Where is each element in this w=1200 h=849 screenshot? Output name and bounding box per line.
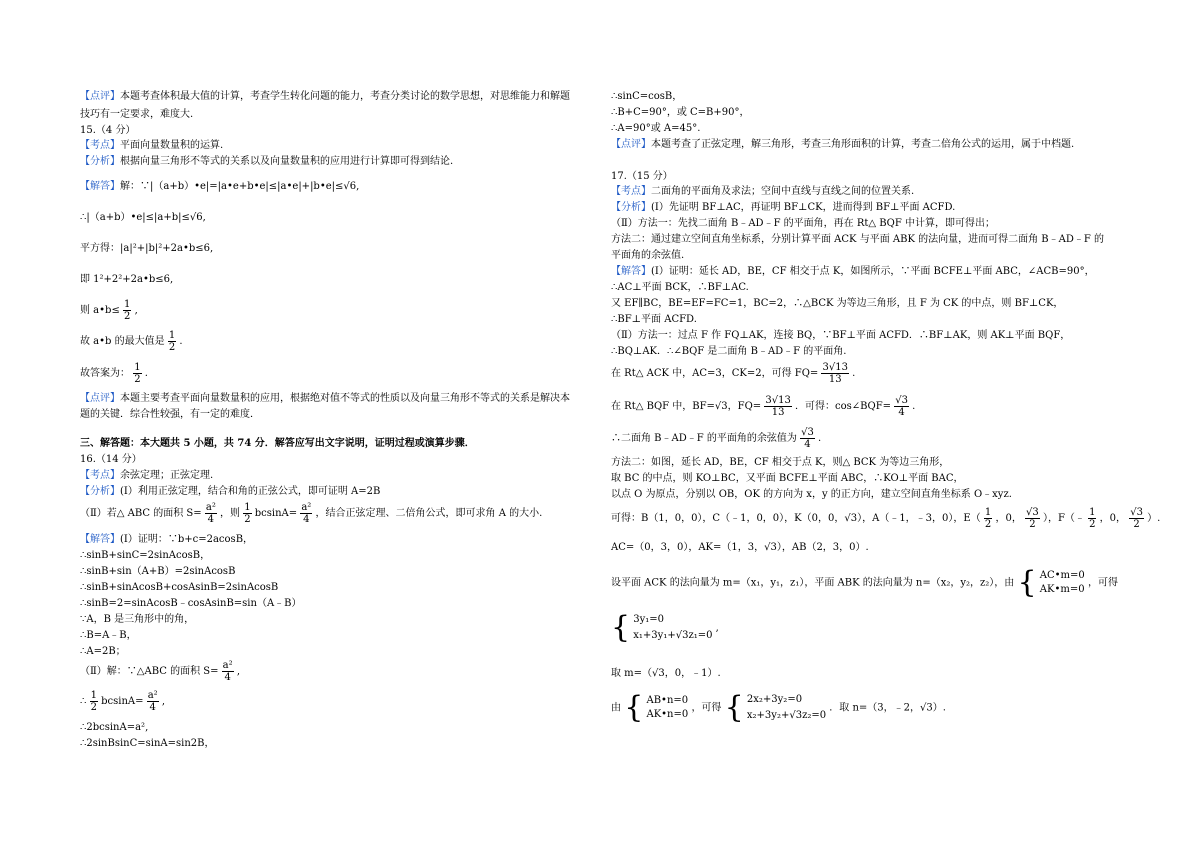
section-heading: 三、解答题：本大题共 5 小题，共 74 分．解答应写出文字说明，证明过程或演算步骤．: [80, 438, 475, 449]
question-number: 16.（14 分）: [80, 454, 142, 465]
dianping-line: 题的关键．综合性较强，有一定的难度．: [80, 409, 260, 420]
section-tag: 【考点】: [80, 140, 120, 151]
jieda-line: 【解答】(Ⅰ）证明：∵b+c=2acosB，: [80, 534, 254, 545]
derivation-line: （Ⅱ）方法一：过点 F 作 FQ⊥AK，连接 BQ，∵BF⊥平面 ACFD．∴BF⊥AK，则 AK⊥平面 BQF，: [611, 330, 1071, 341]
fraction: $\frac{1}{2}$: [1089, 507, 1096, 530]
derivation-line: ∴BF⊥平面 ACFD.: [611, 314, 697, 325]
fenxi-line: （Ⅱ）方法一：先找二面角 B﹣AD﹣F 的平面角，再在 Rt△ BQF 中计算，即可得出；: [611, 218, 995, 229]
derivation-line: ∴AC⊥平面 BCK，∴BF⊥AC.: [611, 282, 749, 293]
kaodian-line: 【考点】二面角的平面角及求法；空间中直线与直线之间的位置关系.: [611, 186, 915, 197]
derivation-line: 又 EF∥BC，BE=EF=FC=1，BC=2，∴△BCK 为等边三角形，且 F 为 CK 的中点，则 BF⊥CK，: [611, 298, 1064, 309]
fraction: $\frac{\text{a²}}{4}$: [301, 502, 312, 525]
derivation-line: ∴sinC=cosB，: [611, 91, 683, 102]
section-tag: 【点评】: [611, 139, 651, 150]
section-tag: 【分析】: [611, 202, 651, 213]
fraction: $\frac{1}{2}$: [124, 299, 131, 322]
derivation-line: ∴A=90°或 A=45°.: [611, 123, 701, 134]
normal-vector-line: 设平面 ACK 的法向量为 m=（x₁，y₁，z₁），平面 ABK 的法向量为 n=（x₂，y₂，z₂），由 { AC•m=0 AK•m=0 ，可得: [611, 565, 1118, 600]
fraction: $\frac{3√13}{13}$: [765, 395, 791, 418]
dianping-line: 【点评】本题主要考查平面向量数量积的应用，根据绝对值不等式的性质以及向量三角形不等式的关系是解决本: [80, 393, 570, 404]
section-tag: 【分析】: [80, 156, 120, 167]
comment-line: 技巧有一定要求，难度大.: [80, 109, 194, 120]
fraction: $\frac{√3}{2}$: [1026, 507, 1039, 530]
section-tag: 【考点】: [611, 186, 651, 197]
derivation-line: 以点 O 为原点，分别以 OB，OK 的方向为 x，y 的正方向，建立空间直角坐标系 O﹣xyz.: [611, 489, 1012, 500]
derivation-line: ∴B=A﹣B，: [80, 630, 137, 641]
kaodian-line: 【考点】平面向量数量积的运算.: [80, 140, 224, 151]
fraction: $\frac{1}{2}$: [168, 330, 176, 353]
derivation-line: ∴二面角 B﹣AD﹣F 的平面角的余弦值为 $\frac{√3}{4}$ .: [611, 427, 822, 450]
section-tag: 【点评】: [80, 393, 120, 404]
kaodian-line: 【考点】余弦定理；正弦定理.: [80, 470, 214, 481]
fraction: $\frac{1}{2}$: [984, 507, 992, 530]
fenxi-line: 【分析】根据向量三角形不等式的关系以及向量数量积的应用进行计算即可得到结论.: [80, 156, 454, 167]
brace-icon: {: [1017, 565, 1037, 600]
section-tag: 【点评】: [80, 91, 120, 102]
fraction: $\frac{1}{2}$: [134, 362, 141, 385]
derivation-line: ∴sinB=2=sinAcosB﹣cosAsinB=sin（A﹣B）: [80, 598, 302, 609]
question-number: 17.（15 分）: [611, 171, 673, 182]
fraction: $\frac{√3}{4}$: [801, 427, 814, 450]
answer-line: 故答案为： $\frac{1}{2}$ .: [80, 362, 148, 385]
section-tag: 【解答】: [80, 181, 120, 192]
section-tag: 【考点】: [80, 470, 120, 481]
brace-icon: {: [624, 690, 644, 725]
fenxi-line: 方法二：通过建立空间直角坐标系，分别计算平面 ACK 与平面 ABK 的法向量，进而可得二面角 B﹣AD﹣F 的: [611, 234, 1104, 245]
derivation-line: ∴|（a+b）•e|≤|a+b|≤√6,: [80, 212, 206, 223]
brace-icon: {: [611, 610, 631, 645]
derivation-line: 即 1²+2²+2a•b≤6,: [80, 274, 174, 285]
derivation-line: 方法二：如图，延长 AD，BE，CF 相交于点 K，则△ BCK 为等边三角形，: [611, 457, 950, 468]
derivation-line: 取 m=（√3，0，﹣1）.: [611, 668, 721, 679]
jieda-line: 【解答】解：∵|（a+b）•e|=|a•e+b•e|≤|a•e|+|b•e|≤√6,: [80, 181, 360, 192]
equation-system: 由 { AB•n=0 AK•n=0 ，可得 { 2x₂+3y₂=0 x₂+3y₂+√3z₂=0 ．取 n=（3，﹣2，√3）.: [611, 690, 946, 725]
derivation-line: 则 a•b≤ $\frac{1}{2}$ ,: [80, 299, 138, 322]
fraction: $\frac{1}{2}$: [244, 502, 251, 525]
comment-line: 【点评】本题考查体积最大值的计算，考查学生转化问题的能力，考查分类讨论的数学思想，对思维能力和解题: [80, 91, 570, 102]
derivation-line: ∴BQ⊥AK．∴∠BQF 是二面角 B﹣AD﹣F 的平面角.: [611, 346, 847, 357]
jieda-line: 【解答】(Ⅰ）证明：延长 AD，BE，CF 相交于点 K，如图所示，∵平面 BCFE⊥平面 ABC，∠ACB=90°，: [611, 266, 1095, 277]
section-tag: 【解答】: [80, 534, 120, 545]
derivation-line: ∴sinB+sinAcosB+cosAsinB=2sinAcosB: [80, 582, 279, 593]
fraction: $\frac{√3}{4}$: [895, 395, 908, 418]
derivation-line: 平方得：|a|²+|b|²+2a•b≤6,: [80, 243, 214, 254]
fraction: $\frac{\text{a²}}{4}$: [222, 660, 233, 683]
derivation-line: 故 a•b 的最大值是 $\frac{1}{2}$ .: [80, 330, 183, 353]
coordinates-line: 可得：B（1，0，0），C（﹣1，0，0），K（0，0，√3），A（﹣1，﹣3，0），E（ $\frac{1}{2}$ ，0， $\frac{√3}{2}$ ），F（﹣ $\frac{1}{2}$ ，0， $\frac{√3}{2}$ ）.: [611, 507, 1161, 530]
derivation-line: （Ⅱ）解：∵△ABC 的面积 S= $\frac{\text{a²}}{4}$ ,: [80, 660, 241, 683]
fenxi-line: 【分析】(Ⅰ）先证明 BF⊥AC，再证明 BF⊥CK，进而得到 BF⊥平面 ACFD.: [611, 202, 956, 213]
derivation-line: 在 Rt△ BQF 中，BF=√3，FQ= $\frac{3√13}{13}$ ．可得：cos∠BQF= $\frac{√3}{4}$ .: [611, 395, 916, 418]
derivation-line: ∵A，B 是三角形中的角，: [80, 614, 195, 625]
vectors-line: AC=（0，3，0），AK=（1，3，√3），AB（2，3，0）.: [611, 542, 869, 553]
derivation-line: 在 Rt△ ACK 中，AC=3，CK=2，可得 FQ= $\frac{3√13}{13}$ .: [611, 362, 856, 385]
fraction: $\frac{\text{a²}}{4}$: [147, 690, 158, 713]
derivation-line: ∴2bcsinA=a²,: [80, 722, 149, 733]
fenxi-line: （Ⅱ）若△ ABC 的面积 S= $\frac{\text{a²}}{4}$ ，则 $\frac{1}{2}$ bcsinA= $\frac{\text{a²}}{4}$ ，结合正弦定理、二倍角公式，即可求角 A 的大小.: [80, 502, 543, 525]
derivation-line: ∴A=2B；: [80, 646, 126, 657]
equation-system: { 3y₁=0 x₁+3y₁+√3z₁=0 ,: [611, 610, 719, 645]
fraction: $\frac{1}{2}$: [90, 690, 97, 713]
dianping-line: 【点评】本题考查了正弦定理，解三角形，考查三角形面积的计算，考查二倍角公式的运用，属于中档题.: [611, 139, 1075, 150]
derivation-line: ∴ $\frac{1}{2}$ bcsinA= $\frac{\text{a²}}{4}$ ,: [80, 690, 166, 713]
fenxi-line: 平面角的余弦值.: [611, 250, 685, 261]
derivation-line: ∴B+C=90°，或 C=B+90°，: [611, 107, 750, 118]
section-tag: 【分析】: [80, 486, 120, 497]
fenxi-line: 【分析】(Ⅰ）利用正弦定理，结合和角的正弦公式，即可证明 A=2B: [80, 486, 381, 497]
derivation-line: ∴sinB+sinC=2sinAcosB，: [80, 550, 211, 561]
derivation-line: ∴2sinBsinC=sinA=sin2B，: [80, 738, 215, 749]
question-number: 15.（4 分）: [80, 125, 136, 136]
brace-icon: {: [724, 690, 744, 725]
fraction: $\frac{\text{a²}}{4}$: [205, 502, 216, 525]
fraction: $\frac{√3}{2}$: [1130, 507, 1143, 530]
derivation-line: ∴sinB+sin（A+B）=2sinAcosB: [80, 566, 236, 577]
derivation-line: 取 BC 的中点，则 KO⊥BC，又平面 BCFE⊥平面 ABC，∴KO⊥平面 BAC，: [611, 473, 964, 484]
fraction: $\frac{3√13}{13}$: [822, 362, 848, 385]
section-tag: 【解答】: [611, 266, 651, 277]
